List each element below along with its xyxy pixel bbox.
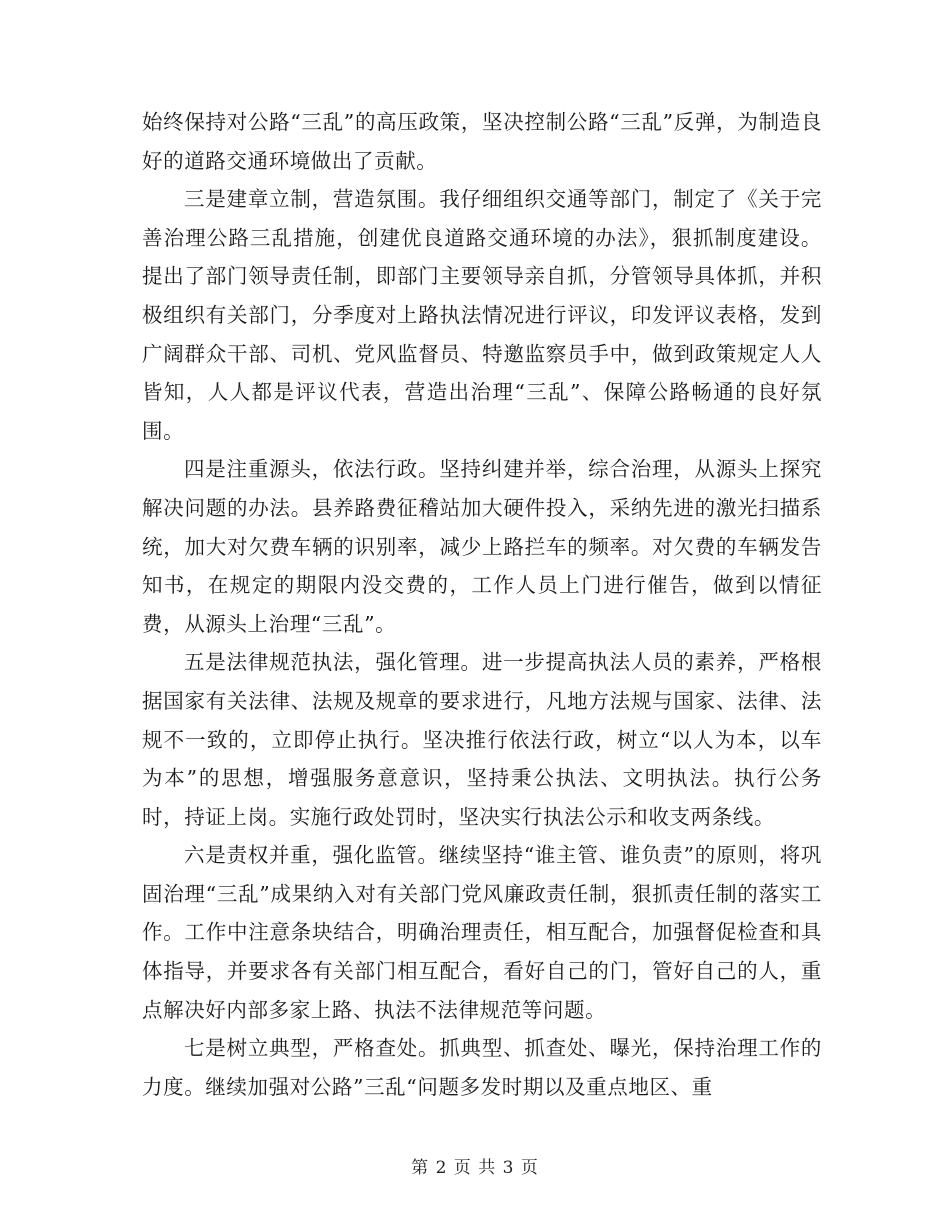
document-body: [142, 103, 822, 1106]
paragraph-2: 三是建章立制，营造氛围。我仔细组织交通等部门，制定了《关于完善治理公路三乱措施，创建优良道路交通环境的办法》，狠抓制度建设。提出了部门领导责任制，即部门主要领导亲自抓，分管领导具体抓，并积极组织有关部门，分季度对上路执法情况进行评议，印发评议表格，发到广阔群众干部、司机、党风监督员、特邀监察员手中，做到政策规定人人皆知，人人都是评议代表，营造出治理“三乱”、保障公路畅通的良好氛围。: [142, 187, 822, 443]
paragraph-4: 五是法律规范执法，强化管理。进一步提高执法人员的素养，严格根据国家有关法律、法规及规章的要求进行，凡地方法规与国家、法律、法规不一致的，立即停止执行。坚决推行依法行政，树立“以人为本，以车为本”的思想，增强服务意意识，坚持秉公执法、文明执法。执行公务时，持证上岗。实施行政处罚时，坚决实行执法公示和收支两条线。: [142, 650, 822, 829]
paragraph-5: 六是责权并重，强化监管。继续坚持“谁主管、谁负责”的原则，将巩固治理“三乱”成果纳入对有关部门党风廉政责任制，狠抓责任制的落实工作。工作中注意条块结合，明确治理责任，相互配合，加强督促检查和具体指导，并要求各有关部门相互配合，看好自己的门，管好自己的人，重点解决好内部多家上路、执法不法律规范等问题。: [142, 843, 822, 1022]
paragraph-3: 四是注重源头，依法行政。坚持纠建并举，综合治理，从源头上探究解决问题的办法。县养路费征稽站加大硬件投入，采纳先进的激光扫描系统，加大对欠费车辆的识别率，减少上路拦车的频率。对欠费的车辆发告知书，在规定的期限内没交费的，工作人员上门进行催告，做到以情征费，从源头上治理“三乱”。: [142, 457, 822, 636]
page-number-footer: 第 2 页 共 3 页: [411, 1158, 539, 1178]
paragraph-1: 始终保持对公路“三乱”的高压政策，坚决控制公路“三乱”反弹，为制造良好的道路交通环境做出了贡献。: [142, 110, 822, 173]
paragraph-6: 七是树立典型，严格查处。抓典型、抓查处、曝光，保持治理工作的力度。继续加强对公路”三乱“问题多发时期以及重点地区、重: [142, 1036, 822, 1099]
